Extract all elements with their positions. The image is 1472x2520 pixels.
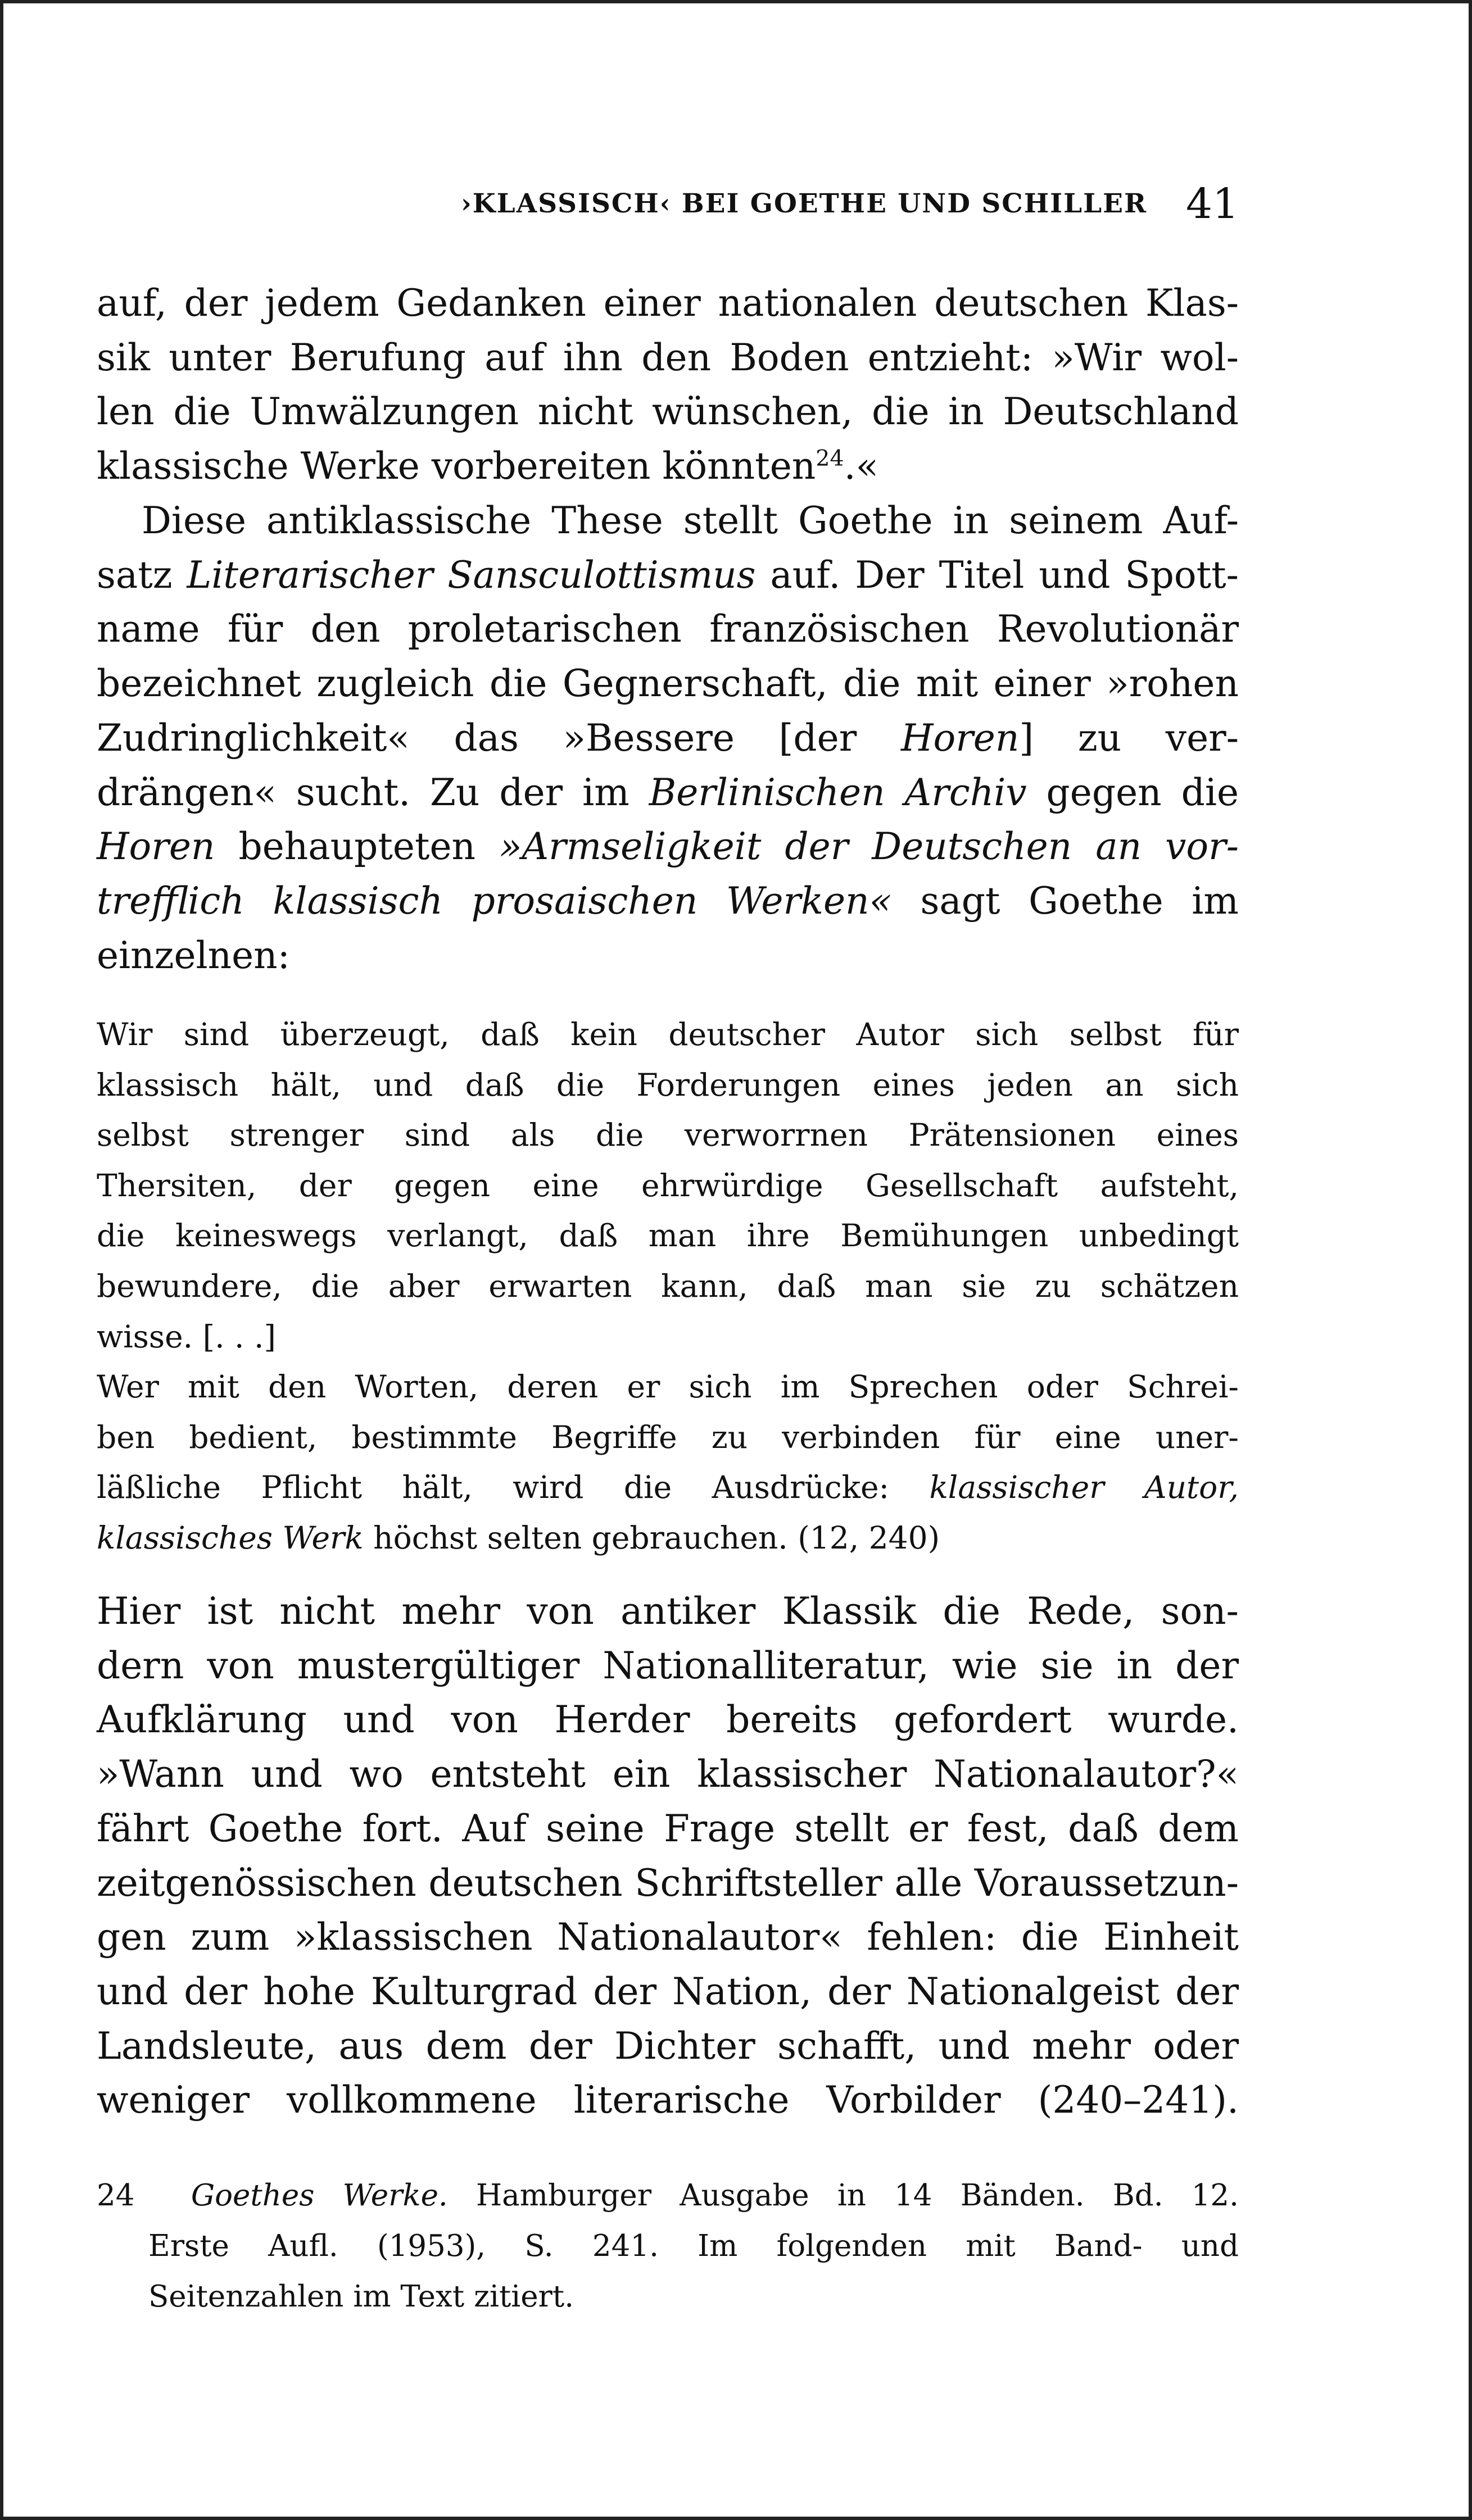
text-line: Landsleute, aus dem der Dichter schafft, und mehr oder — [97, 2024, 1239, 2068]
quoted-term: klassisches Werk — [97, 1519, 364, 1556]
quote-line: Wer mit den Worten, deren er sich im Sprechen oder Schrei- — [97, 1369, 1239, 1405]
footnote-line: Seitenzahlen im Text zitiert. — [148, 2280, 574, 2314]
text-line: sik unter Berufung auf ihn den Boden entzieht: »Wir wol- — [97, 335, 1239, 379]
text-line: und der hohe Kulturgrad der Nation, der Nationalgeist der — [97, 1969, 1239, 2013]
footnote-line: Erste Aufl. (1953), S. 241. Im folgenden mit Band- und — [148, 2229, 1239, 2263]
text-line: dern von mustergültiger Nationalliteratur, wie sie in der — [97, 1643, 1239, 1687]
text-line: Diese antiklassische These stellt Goethe in seinem Auf- — [142, 499, 1239, 542]
quote-line: klassisch hält, und daß die Forderungen eines jeden an sich — [97, 1066, 1239, 1103]
paragraph-1 — [97, 276, 1239, 494]
paragraph-2 — [97, 494, 1239, 983]
text-line: einzelnen: — [97, 933, 290, 977]
text-line: Zudringlichkeit« das »Bessere [der Horen] zu ver- — [97, 716, 1239, 760]
page-number: 41 — [1186, 180, 1239, 228]
page-border-top — [0, 0, 1472, 3]
quote-line: Wir sind überzeugt, daß kein deutscher Autor sich selbst für — [97, 1016, 1239, 1052]
page-border-bottom — [0, 2517, 1472, 2520]
footnote-line: 24 Goethes Werke. Hamburger Ausgabe in 14 Bänden. Bd. 12. — [97, 2178, 1239, 2213]
quote-line: wisse. [. . .] — [97, 1318, 276, 1355]
text-line: trefflich klassisch prosaischen Werken« sagt Goethe im — [97, 879, 1239, 923]
text-line: zeitgenössischen deutschen Schriftsteller alle Voraussetzun- — [97, 1861, 1239, 1905]
work-title: Horen — [97, 825, 215, 869]
paragraph-3 — [97, 1584, 1239, 2128]
footnote-reference: 24 — [816, 446, 844, 472]
text-line: weniger vollkommene literarische Vorbilder (240–241). — [97, 2078, 1239, 2122]
quote-line: ben bedient, bestimmte Begriffe zu verbinden für eine uner- — [97, 1419, 1239, 1455]
text-line: name für den proletarischen französischen Revolutionär — [97, 607, 1239, 651]
quote-line: Thersiten, der gegen eine ehrwürdige Gesellschaft aufsteht, — [97, 1167, 1239, 1204]
text-line: »Wann und wo entsteht ein klassischer Nationalautor?« — [97, 1752, 1239, 1796]
text-line: bezeichnet zugleich die Gegnerschaft, die mit einer »rohen — [97, 662, 1239, 706]
text-line: Aufklärung und von Herder bereits gefordert wurde. — [97, 1698, 1239, 1742]
footnote-number: 24 — [97, 2178, 135, 2213]
text-line: fährt Goethe fort. Auf seine Frage stellt er fest, daß dem — [97, 1806, 1239, 1850]
text-line: Hier ist nicht mehr von antiker Klassik die Rede, son- — [97, 1590, 1239, 1633]
running-title: ›KLASSISCH‹ BEI GOETHE UND SCHILLER — [461, 188, 1148, 219]
text-line: len die Umwälzungen nicht wünschen, die in Deutschland — [97, 390, 1239, 434]
text-line: satz Literarischer Sansculottismus auf. Der Titel und Spott- — [97, 553, 1239, 597]
quote-line: läßliche Pflicht hält, wird die Ausdrücke: klassischer Autor, — [97, 1469, 1239, 1506]
work-title: Horen — [900, 716, 1020, 760]
work-title: Goethes Werke. — [191, 2178, 448, 2213]
quote-line: klassisches Werk höchst selten gebrauchen. (12, 240) — [97, 1519, 940, 1556]
page-border-right — [1469, 0, 1472, 2520]
text-line: gen zum »klassischen Nationalautor« fehlen: die Einheit — [97, 1915, 1239, 1959]
quote-line: bewundere, die aber erwarten kann, daß man sie zu schätzen — [97, 1268, 1239, 1304]
text-line: klassische Werke vorbereiten könnten$^{24}$.« — [97, 444, 878, 488]
text-line: drängen« sucht. Zu der im Berlinischen Archiv gegen die — [97, 770, 1239, 814]
page-border-left — [0, 0, 3, 2520]
block-quote — [97, 1010, 1239, 1564]
quote-line: die keineswegs verlangt, daß man ihre Bemühungen unbedingt — [97, 1218, 1239, 1254]
quote-line: selbst strenger sind als die verworrnen Prätensionen eines — [97, 1117, 1239, 1154]
quoted-phrase: »Armseligkeit der Deutschen an vor- — [499, 825, 1239, 869]
quoted-term: klassischer Autor, — [929, 1469, 1239, 1506]
quoted-phrase: trefflich klassisch prosaischen Werken« — [97, 879, 892, 923]
footnote — [97, 2171, 1239, 2322]
text-line: auf, der jedem Gedanken einer nationalen deutschen Klas- — [97, 281, 1239, 325]
text-line: Horen behaupteten »Armseligkeit der Deutschen an vor- — [97, 825, 1239, 869]
work-title: Berlinischen Archiv — [649, 770, 1027, 814]
work-title: Literarischer Sansculottismus — [187, 553, 756, 597]
